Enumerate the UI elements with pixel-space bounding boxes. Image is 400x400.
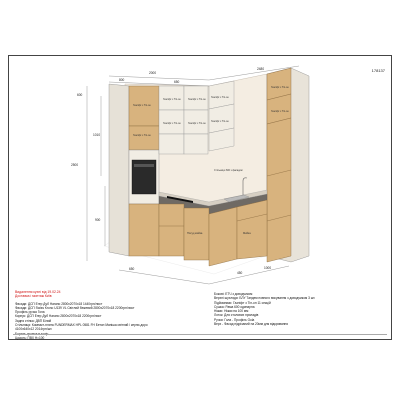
- spec-left-3: Корпус: ДСП Егер Дуб Нагано 2800х2070х18 2200грн/лист: [15, 314, 102, 319]
- spec-left-2: Профіль ручка Гола: [15, 310, 45, 315]
- label-gaslift-6: Газліфт з Тіп-он: [211, 120, 229, 123]
- spec-left: [15, 290, 195, 340]
- label-gaslift-7: Газліфт з Тіп-он: [133, 104, 151, 107]
- upper-cabinets-right: [209, 81, 234, 151]
- spec-right-1: Верхні шухляди: БЛУ Тандем повного висування з доводчиком 3 шт.: [214, 296, 316, 301]
- spec-left-6: 4100х640х12 2014грн/шт.: [15, 327, 53, 332]
- label-gaslift-5: Газліфт з Тіп-он: [211, 96, 229, 99]
- dim-bottom-450: 450: [237, 271, 243, 275]
- dim-top-right: 2480: [257, 67, 265, 71]
- spec-right-2: Підйомники: Газліфт з Тіп-он 11 секцій: [214, 300, 271, 305]
- spec-right-5: Лоток: Для столових приладів: [214, 313, 259, 318]
- label-gaslift-2: Газліфт з Тіп-он: [188, 122, 206, 125]
- dim-side: 600: [77, 93, 83, 97]
- kitchen-drawing: [9, 56, 393, 286]
- label-gaslift-9: Газліфт з Тіп-он: [271, 86, 289, 89]
- note-red-1: Видалення кухні від 19.02.24: [15, 290, 61, 294]
- spec-right-7: Верх - Фасад підрізаний на 20мм для відкривання: [214, 322, 289, 327]
- spec-right-6: Ручки: Гола - Профіль Gola: [214, 317, 255, 322]
- dim-top-left: 800: [119, 78, 125, 82]
- dim-top-mid: 650: [174, 80, 180, 84]
- spec-left-8: Цоколь: ПВХ Н=100: [15, 335, 45, 340]
- dim-bottom-650: 650: [129, 267, 135, 271]
- dim-height-total: 2500: [71, 163, 79, 167]
- label-gaslift-4: Газліфт з Тіп-он: [163, 122, 181, 125]
- label-oven-box: Стільниця 600 з фасадом: [214, 169, 243, 172]
- spec-right: [214, 292, 389, 326]
- drawing-sheet: [8, 55, 392, 340]
- spec-left-0: Фасади: ДСП Егер Дуб Нагано 2800х2070х18 1440грн/лист: [15, 301, 103, 306]
- spec-right-4: Ніжки: Ніжки на 100 мм: [214, 309, 249, 314]
- label-gaslift-3: Газліфт з Тіп-он: [163, 98, 181, 101]
- label-gaslift-8: Газліфт з Тіп-он: [133, 134, 151, 137]
- dim-bottom-1000: 1000: [264, 266, 272, 270]
- left-tall-cabinet: [109, 84, 159, 256]
- spec-left-4: Задня стінка: ДВП Білий: [15, 318, 52, 323]
- spec-left-1: Фасади: ДСП Swiss Krono U139 VL Світлий бежевий 2800х2070х18 2200грн/лист: [15, 305, 135, 310]
- upper-cabinets-left: [159, 86, 208, 154]
- dim-height-upper: 1010: [93, 133, 101, 137]
- label-dishwasher: Посуд мийка: [187, 232, 203, 235]
- dim-top-total: 2000: [149, 71, 157, 75]
- label-gaslift-10: Газліфт з Тіп-он: [271, 110, 289, 113]
- label-sink-box: Мийка: [243, 232, 251, 235]
- spec-left-7: Бортик: кромка в колір: [15, 331, 49, 336]
- right-tall-cabinet: [267, 68, 309, 262]
- spec-left-5: Стільниця: Компакт-плита FUNDERMAX HPL 0581 FH Бетон Маніша світлий / керни-доро: [15, 323, 148, 328]
- note-red-2: Доставка і монтаж Київ: [15, 294, 52, 299]
- spec-right-0: Бокові: ЕТЧ з доводчиком: [214, 292, 253, 296]
- label-gaslift-1: Газліфт з Тіп-он: [188, 98, 206, 101]
- spec-right-3: Сушка: Рама 600 одинарна: [214, 304, 255, 309]
- dim-height-lower: 900: [95, 218, 101, 222]
- order-number: 178137: [371, 68, 385, 73]
